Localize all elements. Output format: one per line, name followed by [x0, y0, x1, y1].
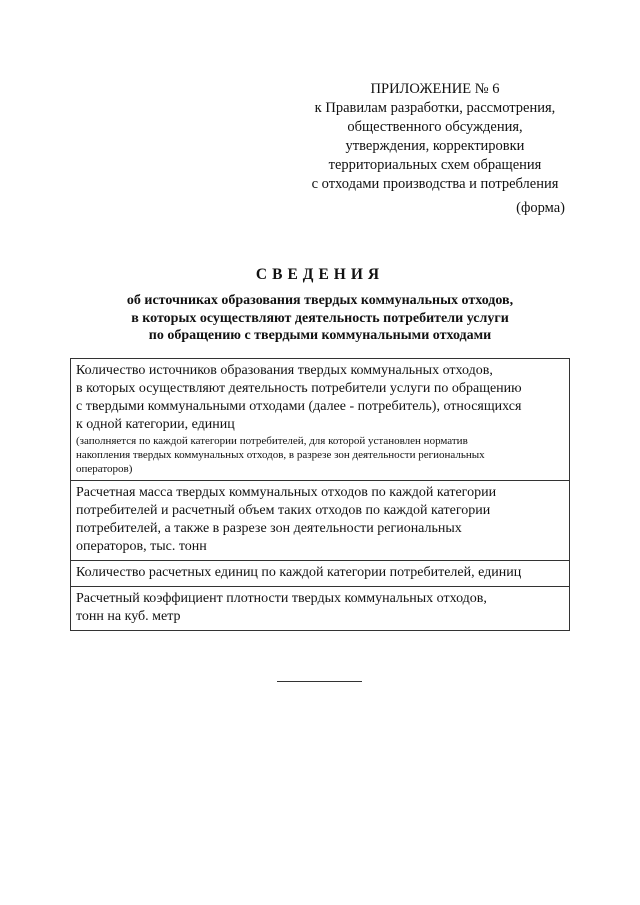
subtitle-line: об источниках образования твердых коммунальных отходов, [126, 293, 514, 308]
row-text-line: Расчетный коэффициент плотности твердых коммунальных отходов, [76, 591, 487, 606]
form-label: (форма) [516, 200, 565, 216]
row-text-line: Расчетная масса твердых коммунальных отходов по каждой категории [76, 485, 497, 500]
closing-separator-line [277, 681, 362, 682]
row-text-line: потребителей, а также в разрезе зон деятельности региональных [76, 521, 462, 536]
annex-header [270, 80, 600, 194]
row-text-line: тонн на куб. метр [76, 609, 181, 624]
subtitle-line: в которых осуществляют деятельность потребители услуги [131, 310, 509, 326]
row-note [76, 434, 564, 476]
row-note-line: накопления твердых коммунальных отходов, в разрезе зон деятельности региональных [76, 449, 485, 461]
table-row [71, 480, 569, 560]
document-subtitle [60, 292, 580, 345]
row-text-line: в которых осуществляют деятельность потребители услуги по обращению [76, 381, 522, 396]
annex-reference-line: к Правилам разработки, рассмотрения, [314, 100, 556, 116]
document-title: СВЕДЕНИЯ [255, 266, 385, 283]
row-text-line: операторов, тыс. тонн [76, 539, 207, 554]
subtitle-line: по обращению с твердыми коммунальными отходами [148, 328, 492, 343]
table-row [71, 359, 569, 480]
annex-reference-line: с отходами производства и потребления [311, 176, 559, 192]
row-text-line: Количество источников образования твердых коммунальных отходов, [76, 363, 493, 378]
table-row [71, 560, 569, 586]
row-text-line: потребителей и расчетный объем таких отходов по каждой категории [76, 503, 491, 518]
annex-number: ПРИЛОЖЕНИЕ № 6 [370, 81, 500, 97]
row-note-line: операторов) [76, 463, 133, 475]
row-text-line: с твердыми коммунальными отходами (далее - потребитель), относящихся [76, 399, 522, 414]
table-row [71, 586, 569, 630]
row-text-line: к одной категории, единиц [76, 417, 235, 432]
row-note-line: (заполняется по каждой категории потребителей, для которой установлен норматив [76, 435, 468, 447]
annex-reference-line: утверждения, корректировки [345, 138, 525, 154]
annex-reference-line: территориальных схем обращения [328, 157, 542, 173]
annex-reference-line: общественного обсуждения, [347, 119, 523, 135]
row-text-line: Количество расчетных единиц по каждой категории потребителей, единиц [76, 565, 522, 580]
indicators-table [70, 358, 570, 631]
